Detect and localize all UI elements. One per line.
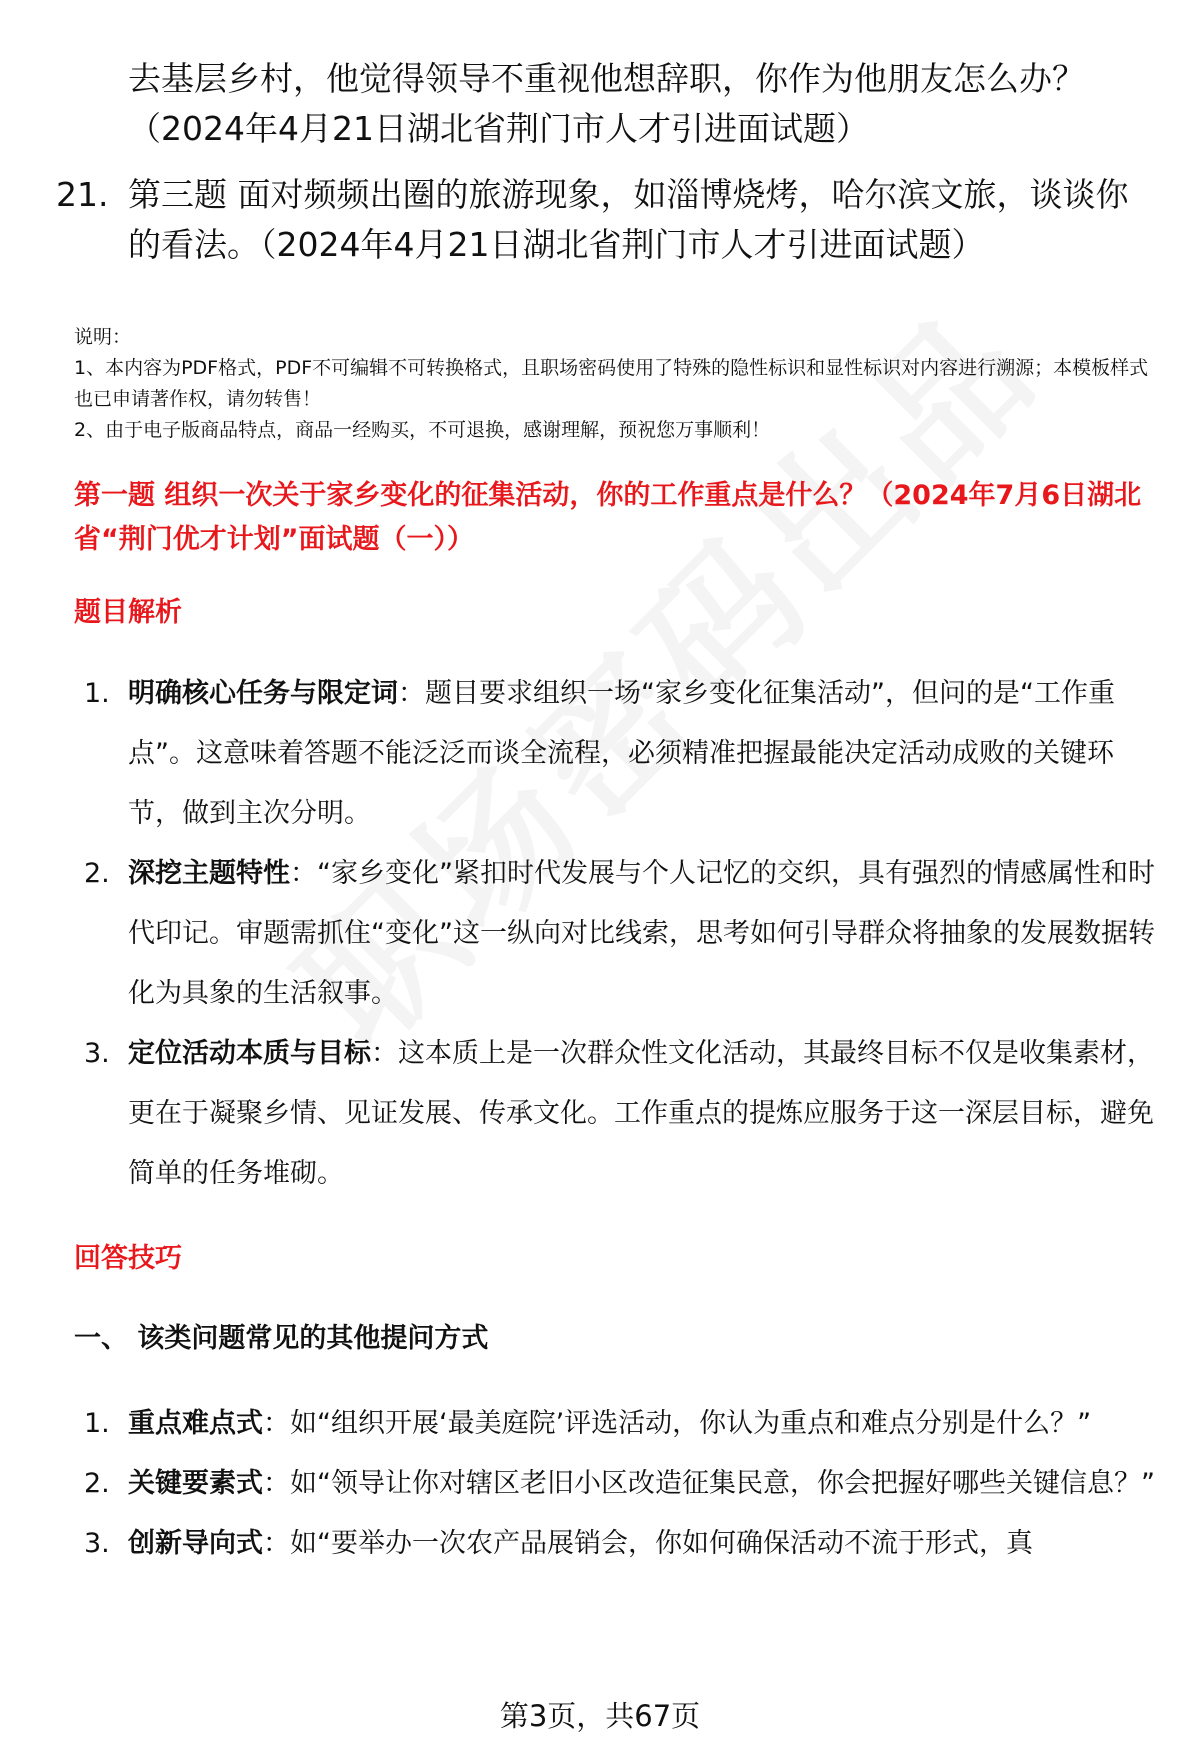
page-footer: 第3页，共67页 (499, 1699, 701, 1733)
analysis-list (84, 664, 1164, 1204)
list-item (84, 1454, 1164, 1514)
list-number: 3. (84, 1038, 110, 1069)
notes-label: 说明： (74, 326, 132, 348)
question-text: 第三题 面对频频出圈的旅游现象，如淄博烧烤，哈尔滨文旅，谈谈你的看法。（2024年4月21日湖北省荆门市人才引进面试题） (128, 175, 1129, 264)
question-item (56, 170, 1156, 270)
item-text: ：如“要举办一次农产品展销会，你如何确保活动不流于形式，真 (263, 1528, 1033, 1559)
item-text: ：如“组织开展‘最美庭院’评选活动，你认为重点和难点分别是什么？” (263, 1408, 1092, 1439)
item-text: ：题目要求组织一场“家乡变化征集活动”，但问的是“工作重点”。这意味着答题不能泛泛而谈全流程，必须精准把握最能决定活动成败的关键环节，做到主次分明。 (128, 678, 1115, 829)
list-item (84, 664, 1164, 844)
list-item (84, 844, 1164, 1024)
item-keyword: 创新导向式 (128, 1528, 263, 1559)
notes-line: 1、本内容为PDF格式，PDF不可编辑不可转换格式，且职场密码使用了特殊的隐性标识和显性标识对内容进行溯源；本模板样式也已申请著作权，请勿转售！ (74, 357, 1149, 410)
tips-list (84, 1394, 1164, 1574)
analysis-heading: 题目解析 (74, 597, 182, 628)
list-item (84, 1394, 1164, 1454)
question-title: 第一题 组织一次关于家乡变化的征集活动，你的工作重点是什么？（2024年7月6日湖北省“荆门优才计划”面试题（一）） (74, 480, 1142, 555)
item-keyword: 重点难点式 (128, 1408, 263, 1439)
list-item (84, 1514, 1164, 1574)
item-keyword: 深挖主题特性 (128, 858, 290, 889)
item-text: ：如“领导让你对辖区老旧小区改造征集民意，你会把握好哪些关键信息？” (263, 1468, 1155, 1499)
question-item (56, 54, 1156, 154)
list-item (84, 1024, 1164, 1204)
notes-block (74, 322, 1164, 446)
list-number: 2. (84, 1468, 110, 1499)
list-number: 3. (84, 1528, 110, 1559)
item-keyword: 明确核心任务与限定词 (128, 678, 398, 709)
list-number: 1. (84, 678, 110, 709)
notes-line: 2、由于电子版商品特点，商品一经购买，不可退换，感谢理解，预祝您万事顺利！ (74, 419, 771, 441)
item-text: ：“家乡变化”紧扣时代发展与个人记忆的交织，具有强烈的情感属性和时代印记。审题需抓住“变化”这一纵向对比线索，思考如何引导群众将抽象的发展数据转化为具象的生活叙事。 (128, 858, 1155, 1009)
section-heading: 一、 该类问题常见的其他提问方式 (74, 1323, 489, 1354)
list-number: 2. (84, 858, 110, 889)
question-number: 21. (56, 175, 109, 214)
item-keyword: 定位活动本质与目标 (128, 1038, 371, 1069)
list-number: 1. (84, 1408, 110, 1439)
tips-heading: 回答技巧 (74, 1243, 182, 1274)
item-keyword: 关键要素式 (128, 1468, 263, 1499)
item-text: ：这本质上是一次群众性文化活动，其最终目标不仅是收集素材，更在于凝聚乡情、见证发展、传承文化。工作重点的提炼应服务于这一深层目标，避免简单的任务堆砌。 (128, 1038, 1154, 1189)
question-text: 去基层乡村，他觉得领导不重视他想辞职，你作为他朋友怎么办？（2024年4月21日湖北省荆门市人才引进面试题） (128, 59, 1085, 148)
